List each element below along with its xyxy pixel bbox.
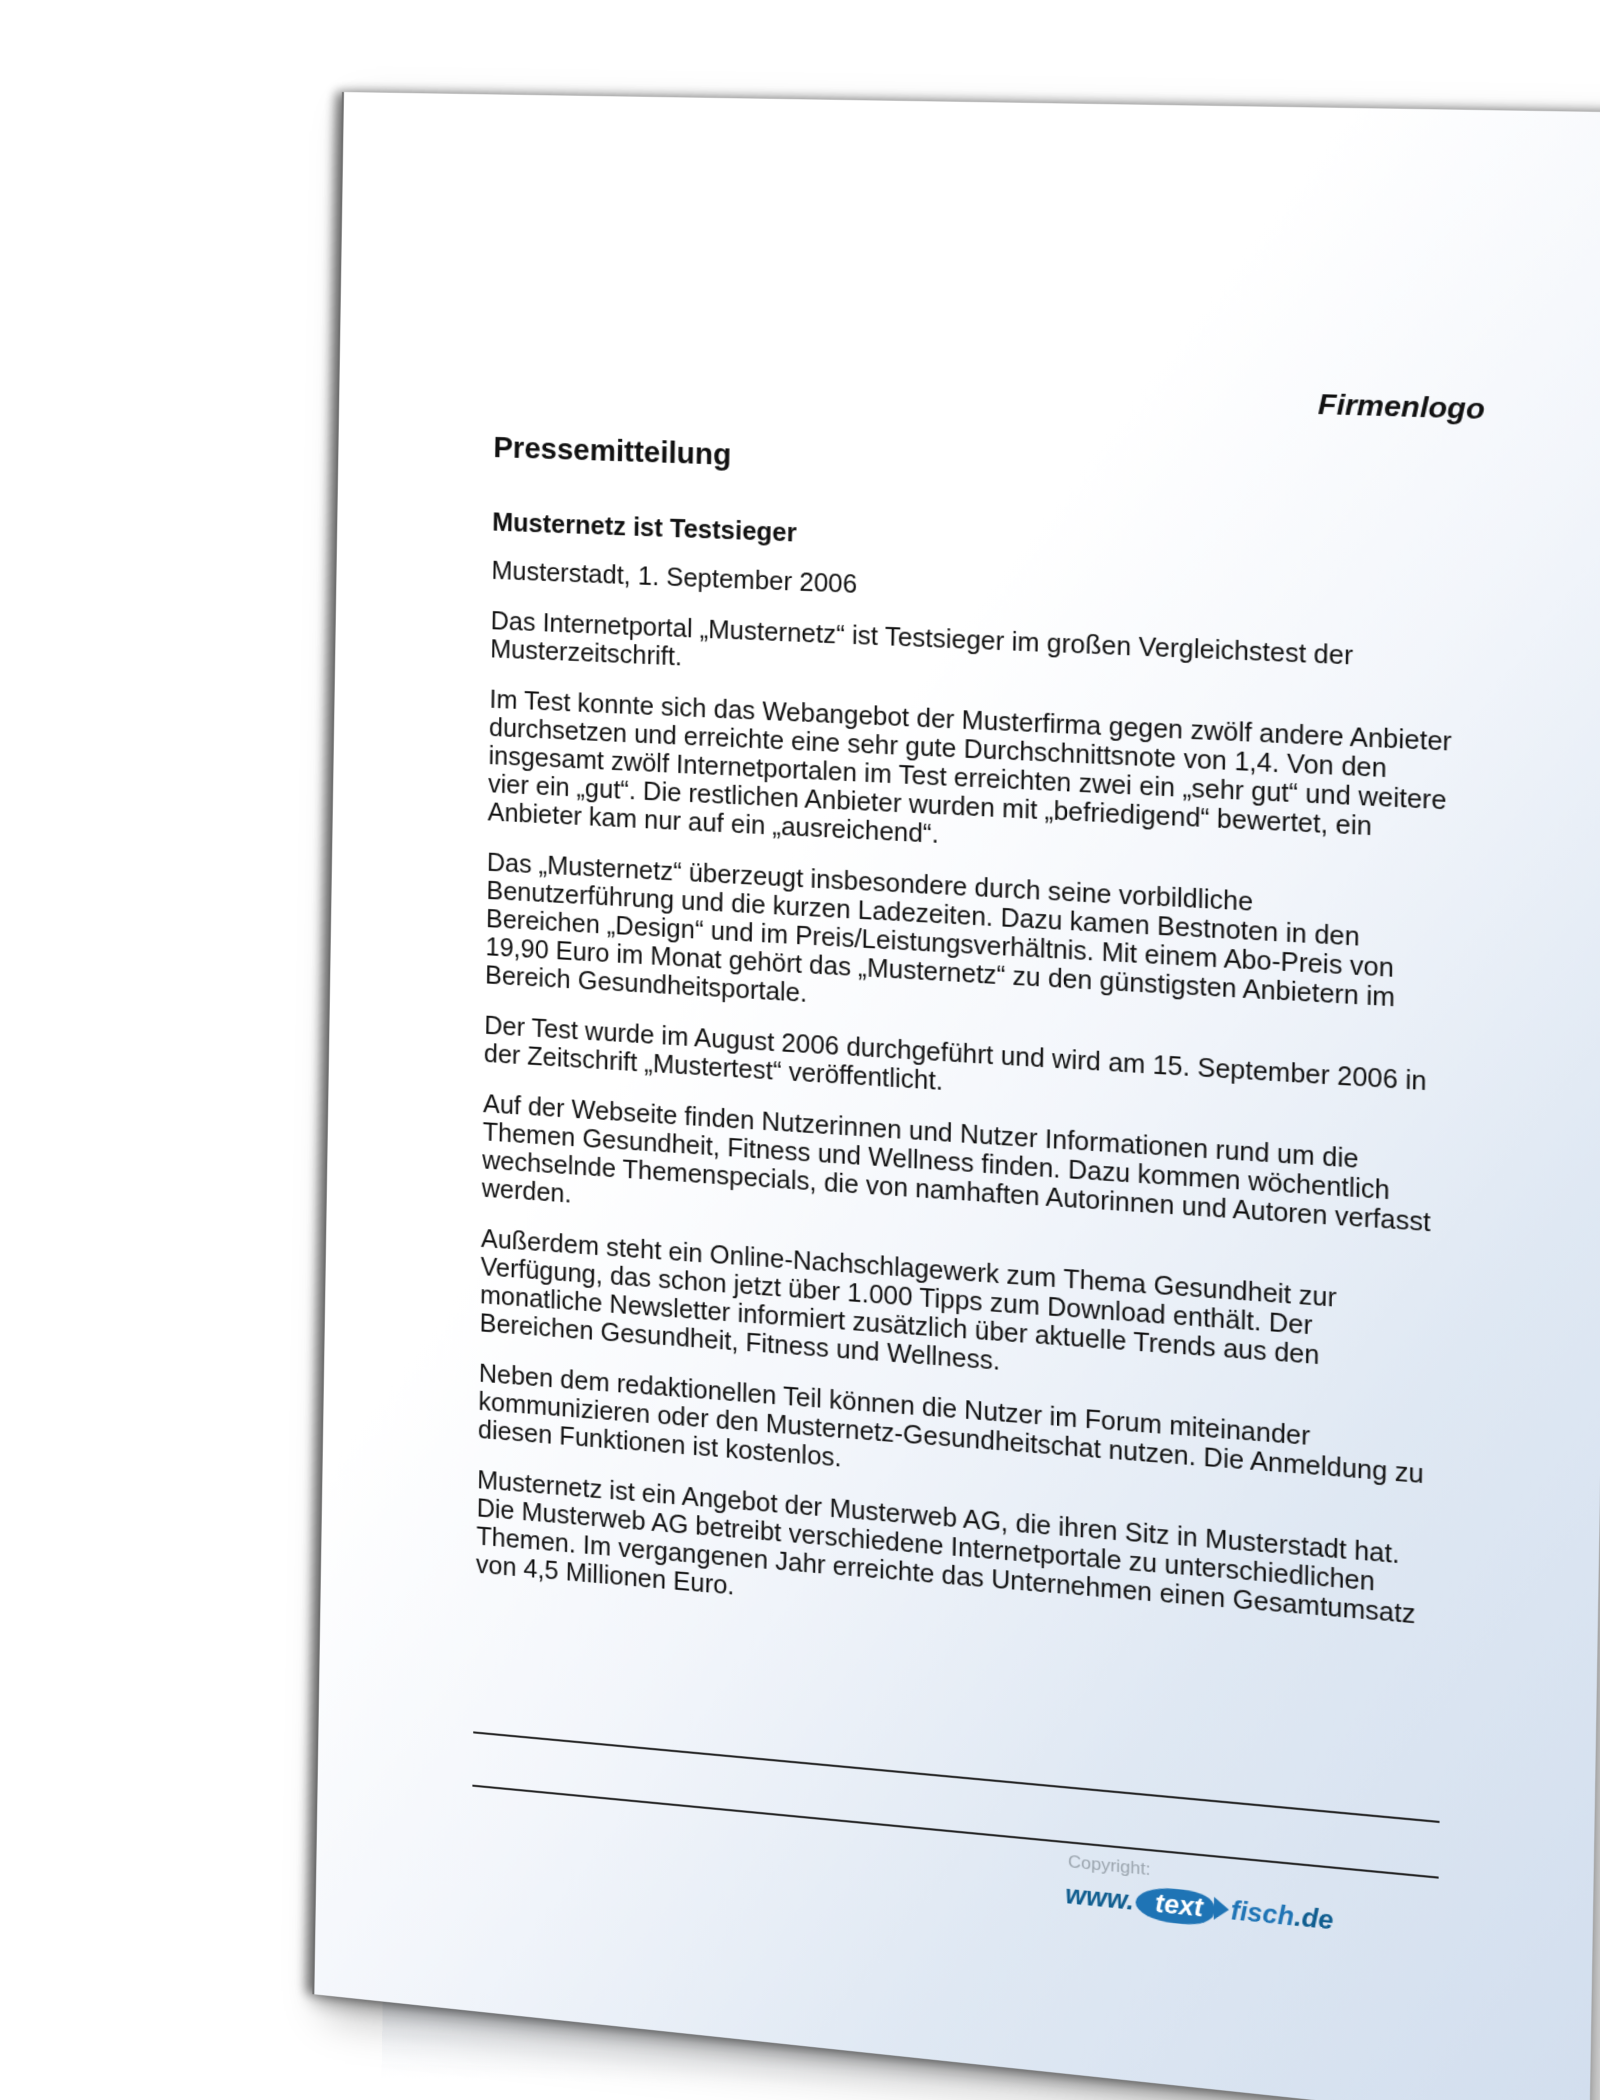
paragraph: Auf der Webseite finden Nutzerinnen und Nutzer Informationen rund um die Themen Gesundheit, Fitness und Wellness finden. Dazu kommen wöchentlich wechselnde Themenspecials, die von namhaften Autorinnen und Autoren verfasst werden. <box>481 1089 1431 1238</box>
document-sheet <box>312 92 1600 2100</box>
copyright-label: Copyright: <box>1067 1851 1151 1880</box>
paragraph: Das Internetportal „Musternetz“ ist Testsieger im großen Vergleichstest der Musterzeitschrift. <box>490 606 1354 672</box>
paragraph: Außerdem steht ein Online-Nachschlagewerk zum Thema Gesundheit zur Verfügung, das schon jetzt über 1.000 Tipps zum Download enthält. Der monatliche Newsletter informiert zusätzlich über aktuelle Trends aus den Bereichen Gesundheit, Fitness und Wellness. <box>479 1224 1337 1376</box>
paragraph: Das „Musternetz“ überzeugt insbesondere durch seine vorbildliche Benutzerführung und die kurzen Ladezeiten. Dazu kamen Bestnoten in den Bereichen „Design“ und im Preis/Leistungsverhältnis. Mit einem Abo-Preis von 19,90 Euro im Monat gehört das „Musternetz“ zu den günstigsten Anbietern im Bereich Gesundheitsportale. <box>484 848 1396 1013</box>
dateline: Musterstadt, 1. September 2006 <box>491 556 858 600</box>
divider-line <box>472 1785 1438 1879</box>
fish-icon: text <box>1136 1885 1214 1927</box>
copyright-footer <box>1065 1851 1389 1944</box>
paragraph: Musternetz ist ein Angebot der Musterweb AG, die ihren Sitz in Musterstadt hat. Die Musterweb AG betreibt verschiedene Internetportale zu unterschiedlichen Themen. Im vergangenen Jahr erreichte das Unternehmen einen Gesamtumsatz von 4,5 Millionen Euro. <box>475 1466 1416 1630</box>
divider-line <box>473 1731 1439 1823</box>
paragraph: Neben dem redaktionellen Teil können die Nutzer im Forum miteinander kommunizieren oder den Musternetz-Gesundheitschat nutzen. Die Anmeldung zu diesen Funktionen ist kostenlos. <box>477 1359 1425 1490</box>
brand-tld: .de <box>1293 1902 1334 1936</box>
document-body <box>476 351 1464 1661</box>
brand-suffix: fisch <box>1230 1896 1295 1932</box>
paragraph: Im Test konnte sich das Webangebot der Musterfirma gegen zwölf andere Anbieter durchsetzen und erreichte eine sehr gute Durchschnittsnote von 1,4. Von den insgesamt zwölf Internetportalen im Test erreichten zwei ein „sehr gut“ und weitere vier ein „gut“. Die restlichen Anbieter wurden mit „befriedigend“ bewertet, ein Anbieter kam nur auf ein „ausreichend“. <box>487 685 1452 850</box>
document-title: Pressemitteilung <box>493 431 732 472</box>
logo-placeholder: Firmenlogo <box>1317 387 1486 426</box>
press-headline: Musternetz ist Testsieger <box>492 508 797 548</box>
paragraph: Der Test wurde im August 2006 durchgeführt und wird am 15. September 2006 in der Zeitschrift „Mustertest“ veröffentlicht. <box>483 1011 1427 1097</box>
brand-prefix: www. <box>1065 1880 1135 1917</box>
